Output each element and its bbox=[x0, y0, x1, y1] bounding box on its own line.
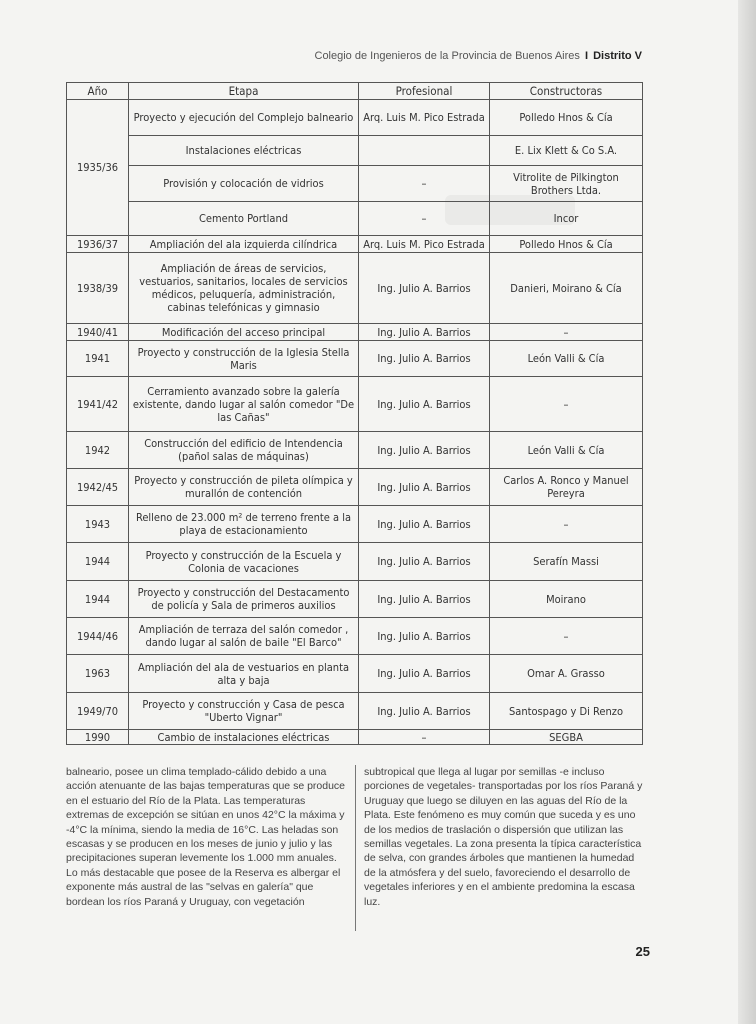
table-row bbox=[67, 324, 643, 341]
constructora-cell: Moirano bbox=[490, 581, 643, 618]
year-cell: 1944/46 bbox=[67, 618, 129, 655]
constructora-cell: Incor bbox=[490, 202, 643, 236]
constructora-cell: Santospago y Di Renzo bbox=[490, 693, 643, 730]
etapa-cell: Ampliación de terraza del salón comedor , dando lugar al salón de baile "El Barco" bbox=[129, 618, 359, 655]
year-cell: 1944 bbox=[67, 581, 129, 618]
constructora-cell: Omar A. Grasso bbox=[490, 655, 643, 693]
year-cell: 1963 bbox=[67, 655, 129, 693]
table-row bbox=[67, 202, 643, 236]
etapa-cell: Provisión y colocación de vidrios bbox=[129, 166, 359, 202]
header-district: Distrito V bbox=[593, 50, 642, 62]
constructora-cell: – bbox=[490, 618, 643, 655]
table-row bbox=[67, 618, 643, 655]
table-row bbox=[67, 136, 643, 166]
etapa-cell: Instalaciones eléctricas bbox=[129, 136, 359, 166]
year-cell: 1938/39 bbox=[67, 253, 129, 324]
table-row bbox=[67, 100, 643, 136]
year-cell: 1943 bbox=[67, 506, 129, 543]
profesional-cell: Ing. Julio A. Barrios bbox=[359, 655, 490, 693]
body-text-right-column: subtropical que llega al lugar por semillas -e incluso porciones de vegetales- transportadas por los ríos Paraná y Uruguay que luego se diluyen en las aguas del Río de la Plata. Este fenómeno es muy común que suceda y es uno de los medios de traslación o dispersión que utilizan las semillas vegetales. La zona presenta la típica característica de selva, con grandes árboles que mantienen la humedad de la atmósfera y del suelo, favoreciendo el desarrollo de vegetales inferiores y en el ambiente predomina la escasa luz. bbox=[364, 766, 643, 908]
profesional-cell: Arq. Luis M. Pico Estrada bbox=[359, 100, 490, 136]
table-row bbox=[67, 253, 643, 324]
construction-history-table bbox=[66, 82, 643, 745]
header-constructoras: Constructoras bbox=[490, 83, 643, 100]
etapa-cell: Ampliación de áreas de servicios, vestuarios, sanitarios, locales de servicios médicos, peluquería, administración, cabinas telefónicas y gimnasio bbox=[129, 253, 359, 324]
profesional-cell: Ing. Julio A. Barrios bbox=[359, 324, 490, 341]
constructora-cell: – bbox=[490, 506, 643, 543]
etapa-cell: Relleno de 23.000 m² de terreno frente a la playa de estacionamiento bbox=[129, 506, 359, 543]
header-separator: I bbox=[584, 50, 589, 62]
table-row bbox=[67, 581, 643, 618]
etapa-cell: Cemento Portland bbox=[129, 202, 359, 236]
profesional-cell: – bbox=[359, 202, 490, 236]
etapa-cell: Modificación del acceso principal bbox=[129, 324, 359, 341]
constructora-cell: – bbox=[490, 324, 643, 341]
year-cell: 1940/41 bbox=[67, 324, 129, 341]
table-row bbox=[67, 377, 643, 432]
constructora-cell: Polledo Hnos & Cía bbox=[490, 236, 643, 253]
constructora-cell: E. Lix Klett & Co S.A. bbox=[490, 136, 643, 166]
constructora-cell: Danieri, Moirano & Cía bbox=[490, 253, 643, 324]
year-cell: 1942 bbox=[67, 432, 129, 469]
body-text-left-column: balneario, posee un clima templado-cálido debido a una acción atenuante de las bajas temperaturas que se produce en el estuario del Río de la Plata. Las temperaturas extremas de excepción se sitúan en unos 42°C la máxima y -4°C la mínima, siendo la media de 16°C. Las heladas son escasas y se producen en los meses de junio y julio y las precipitaciones superan levemente los 1.000 mm anuales. Lo más destacable que posee de la Reserva es albergar el exponente más austral de las "selvas en galería" que bordean los ríos Paraná y Uruguay, con vegetación bbox=[66, 766, 346, 908]
year-cell: 1935/36 bbox=[67, 100, 129, 236]
profesional-cell: Ing. Julio A. Barrios bbox=[359, 618, 490, 655]
year-cell: 1942/45 bbox=[67, 469, 129, 506]
etapa-cell: Cerramiento avanzado sobre la galería existente, dando lugar al salón comedor "De las Cañas" bbox=[129, 377, 359, 432]
year-cell: 1944 bbox=[67, 543, 129, 581]
etapa-cell: Ampliación del ala izquierda cilíndrica bbox=[129, 236, 359, 253]
profesional-cell: Ing. Julio A. Barrios bbox=[359, 581, 490, 618]
table-row bbox=[67, 432, 643, 469]
page-header bbox=[315, 50, 643, 62]
header-etapa: Etapa bbox=[129, 83, 359, 100]
table-row bbox=[67, 730, 643, 745]
year-cell: 1990 bbox=[67, 730, 129, 745]
table-row bbox=[67, 655, 643, 693]
constructora-cell: Vitrolite de Pilkington Brothers Ltda. bbox=[490, 166, 643, 202]
etapa-cell: Proyecto y construcción de pileta olímpica y murallón de contención bbox=[129, 469, 359, 506]
profesional-cell: – bbox=[359, 166, 490, 202]
constructora-cell: Polledo Hnos & Cía bbox=[490, 100, 643, 136]
profesional-cell: Ing. Julio A. Barrios bbox=[359, 341, 490, 377]
profesional-cell: Ing. Julio A. Barrios bbox=[359, 506, 490, 543]
table-row bbox=[67, 506, 643, 543]
column-divider bbox=[355, 765, 356, 931]
profesional-cell: Ing. Julio A. Barrios bbox=[359, 543, 490, 581]
year-cell: 1941/42 bbox=[67, 377, 129, 432]
etapa-cell: Proyecto y construcción del Destacamento de policía y Sala de primeros auxilios bbox=[129, 581, 359, 618]
profesional-cell: Ing. Julio A. Barrios bbox=[359, 253, 490, 324]
etapa-cell: Cambio de instalaciones eléctricas bbox=[129, 730, 359, 745]
table-row bbox=[67, 341, 643, 377]
year-cell: 1941 bbox=[67, 341, 129, 377]
constructora-cell: Carlos A. Ronco y Manuel Pereyra bbox=[490, 469, 643, 506]
constructora-cell: Serafín Massi bbox=[490, 543, 643, 581]
profesional-cell: Ing. Julio A. Barrios bbox=[359, 469, 490, 506]
etapa-cell: Proyecto y construcción y Casa de pesca "Uberto Vignar" bbox=[129, 693, 359, 730]
constructora-cell: León Valli & Cía bbox=[490, 341, 643, 377]
header-year: Año bbox=[67, 83, 129, 100]
profesional-cell: Ing. Julio A. Barrios bbox=[359, 377, 490, 432]
header-title: Colegio de Ingenieros de la Provincia de Buenos Aires bbox=[314, 50, 580, 62]
year-cell: 1936/37 bbox=[67, 236, 129, 253]
page-number: 25 bbox=[635, 944, 650, 959]
profesional-cell: Ing. Julio A. Barrios bbox=[359, 693, 490, 730]
table-row bbox=[67, 693, 643, 730]
page-edge-shadow bbox=[738, 0, 756, 1024]
profesional-cell: Arq. Luis M. Pico Estrada bbox=[359, 236, 490, 253]
table-row bbox=[67, 166, 643, 202]
year-cell: 1949/70 bbox=[67, 693, 129, 730]
header-profesional: Profesional bbox=[359, 83, 490, 100]
constructora-cell: León Valli & Cía bbox=[490, 432, 643, 469]
etapa-cell: Proyecto y ejecución del Complejo balneario bbox=[129, 100, 359, 136]
etapa-cell: Construcción del edificio de Intendencia (pañol salas de máquinas) bbox=[129, 432, 359, 469]
etapa-cell: Proyecto y construcción de la Escuela y Colonia de vacaciones bbox=[129, 543, 359, 581]
profesional-cell: Ing. Julio A. Barrios bbox=[359, 432, 490, 469]
profesional-cell bbox=[359, 136, 490, 166]
constructora-cell: SEGBA bbox=[490, 730, 643, 745]
constructora-cell: – bbox=[490, 377, 643, 432]
etapa-cell: Proyecto y construcción de la Iglesia Stella Maris bbox=[129, 341, 359, 377]
profesional-cell: – bbox=[359, 730, 490, 745]
table-row bbox=[67, 236, 643, 253]
table-header-row bbox=[67, 83, 643, 100]
table-row bbox=[67, 543, 643, 581]
etapa-cell: Ampliación del ala de vestuarios en planta alta y baja bbox=[129, 655, 359, 693]
table-row bbox=[67, 469, 643, 506]
